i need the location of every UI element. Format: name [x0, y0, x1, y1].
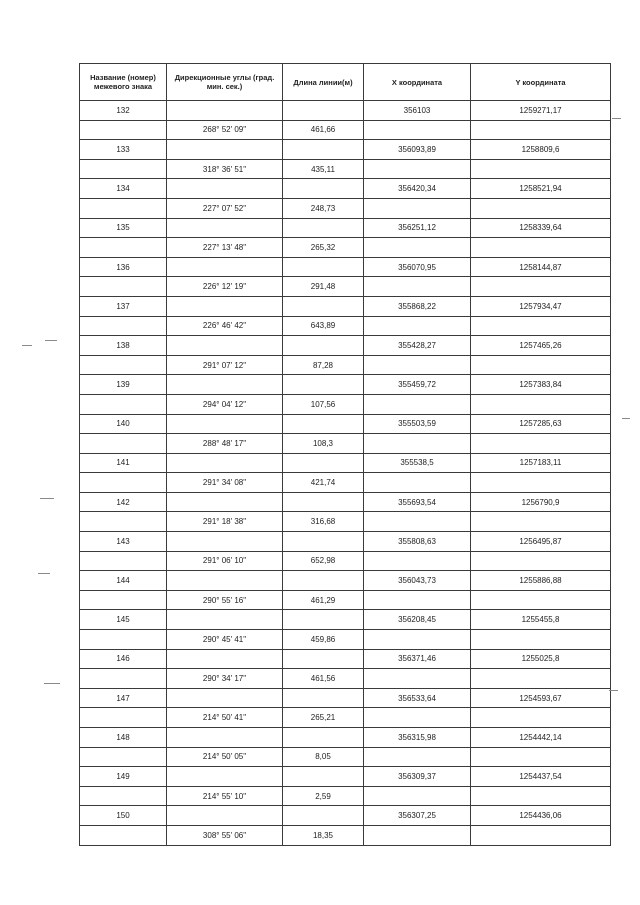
cell-line-length — [283, 179, 364, 199]
cell-marker-name — [80, 473, 167, 493]
table-row — [80, 394, 611, 414]
cell-marker-name — [80, 238, 167, 258]
cell-direction-angle: 214° 55' 10" — [167, 786, 283, 806]
table-row — [80, 159, 611, 179]
table-row — [80, 277, 611, 297]
cell-line-length: 265,32 — [283, 238, 364, 258]
cell-line-length — [283, 610, 364, 630]
cell-marker-name — [80, 198, 167, 218]
cell-line-length: 421,74 — [283, 473, 364, 493]
cell-direction-angle — [167, 179, 283, 199]
table-row — [80, 375, 611, 395]
cell-x-coordinate — [364, 434, 471, 454]
table-row — [80, 453, 611, 473]
table-row — [80, 179, 611, 199]
cell-x-coordinate — [364, 747, 471, 767]
cell-x-coordinate: 356251,12 — [364, 218, 471, 238]
cell-line-length — [283, 492, 364, 512]
cell-direction-angle — [167, 336, 283, 356]
cell-marker-name: 143 — [80, 532, 167, 552]
scan-speck — [609, 690, 618, 691]
cell-direction-angle — [167, 806, 283, 826]
table-row — [80, 767, 611, 787]
table-row — [80, 492, 611, 512]
cell-line-length: 265,21 — [283, 708, 364, 728]
cell-direction-angle — [167, 414, 283, 434]
cell-marker-name: 148 — [80, 728, 167, 748]
cell-line-length — [283, 728, 364, 748]
cell-marker-name — [80, 825, 167, 845]
cell-direction-angle — [167, 728, 283, 748]
cell-direction-angle — [167, 532, 283, 552]
cell-x-coordinate: 356315,98 — [364, 728, 471, 748]
cell-direction-angle: 268° 52' 09" — [167, 120, 283, 140]
cell-marker-name — [80, 394, 167, 414]
cell-y-coordinate — [471, 434, 611, 454]
cell-line-length: 108,3 — [283, 434, 364, 454]
table-row — [80, 649, 611, 669]
boundary-coordinates-table — [79, 63, 611, 846]
cell-marker-name: 147 — [80, 688, 167, 708]
scan-speck — [40, 498, 54, 499]
cell-y-coordinate: 1255455,8 — [471, 610, 611, 630]
cell-y-coordinate: 1257183,11 — [471, 453, 611, 473]
cell-direction-angle: 214° 50' 05" — [167, 747, 283, 767]
cell-y-coordinate — [471, 394, 611, 414]
cell-x-coordinate — [364, 316, 471, 336]
header-name: Название (номер) межевого знака — [80, 64, 167, 101]
cell-marker-name — [80, 316, 167, 336]
cell-marker-name — [80, 630, 167, 650]
scan-speck — [622, 418, 630, 419]
cell-marker-name: 137 — [80, 296, 167, 316]
cell-x-coordinate — [364, 786, 471, 806]
cell-marker-name — [80, 434, 167, 454]
table-row — [80, 316, 611, 336]
cell-y-coordinate: 1255025,8 — [471, 649, 611, 669]
table-row — [80, 669, 611, 689]
cell-x-coordinate — [364, 198, 471, 218]
cell-line-length: 652,98 — [283, 551, 364, 571]
cell-direction-angle — [167, 375, 283, 395]
table-row — [80, 610, 611, 630]
cell-line-length — [283, 649, 364, 669]
table-body — [80, 101, 611, 846]
cell-direction-angle — [167, 649, 283, 669]
cell-line-length: 435,11 — [283, 159, 364, 179]
cell-line-length — [283, 375, 364, 395]
cell-marker-name: 139 — [80, 375, 167, 395]
table-row — [80, 473, 611, 493]
header-angle: Дирекционные углы (град. мин. сек.) — [167, 64, 283, 101]
cell-marker-name: 132 — [80, 101, 167, 121]
cell-x-coordinate — [364, 159, 471, 179]
table-row — [80, 728, 611, 748]
cell-y-coordinate: 1258144,87 — [471, 257, 611, 277]
table-row — [80, 747, 611, 767]
cell-x-coordinate — [364, 669, 471, 689]
cell-marker-name: 146 — [80, 649, 167, 669]
cell-y-coordinate — [471, 198, 611, 218]
cell-marker-name: 134 — [80, 179, 167, 199]
cell-line-length — [283, 688, 364, 708]
table-row — [80, 512, 611, 532]
cell-y-coordinate: 1255886,88 — [471, 571, 611, 591]
cell-y-coordinate — [471, 473, 611, 493]
cell-x-coordinate — [364, 120, 471, 140]
cell-x-coordinate — [364, 277, 471, 297]
cell-marker-name: 136 — [80, 257, 167, 277]
cell-marker-name: 145 — [80, 610, 167, 630]
cell-y-coordinate — [471, 669, 611, 689]
table-row — [80, 806, 611, 826]
cell-y-coordinate — [471, 630, 611, 650]
scan-speck — [44, 683, 60, 684]
cell-marker-name — [80, 669, 167, 689]
cell-line-length: 461,29 — [283, 590, 364, 610]
cell-marker-name: 135 — [80, 218, 167, 238]
cell-x-coordinate — [364, 473, 471, 493]
table-row — [80, 630, 611, 650]
cell-y-coordinate: 1254436,06 — [471, 806, 611, 826]
table-row — [80, 355, 611, 375]
cell-y-coordinate — [471, 277, 611, 297]
cell-direction-angle: 290° 34' 17" — [167, 669, 283, 689]
cell-line-length: 461,66 — [283, 120, 364, 140]
cell-x-coordinate: 355808,63 — [364, 532, 471, 552]
table-header-row — [80, 64, 611, 101]
cell-x-coordinate: 356103 — [364, 101, 471, 121]
cell-direction-angle: 288° 48' 17" — [167, 434, 283, 454]
cell-direction-angle: 291° 07' 12" — [167, 355, 283, 375]
cell-y-coordinate: 1256790,9 — [471, 492, 611, 512]
cell-line-length — [283, 767, 364, 787]
cell-line-length — [283, 532, 364, 552]
cell-line-length: 316,68 — [283, 512, 364, 532]
cell-line-length — [283, 101, 364, 121]
cell-marker-name: 144 — [80, 571, 167, 591]
cell-line-length: 2,59 — [283, 786, 364, 806]
cell-y-coordinate — [471, 708, 611, 728]
scan-speck — [38, 573, 50, 574]
cell-line-length — [283, 806, 364, 826]
cell-y-coordinate — [471, 238, 611, 258]
cell-x-coordinate — [364, 238, 471, 258]
cell-y-coordinate: 1254437,54 — [471, 767, 611, 787]
cell-y-coordinate — [471, 747, 611, 767]
cell-y-coordinate: 1254442,14 — [471, 728, 611, 748]
table-row — [80, 434, 611, 454]
table-row — [80, 571, 611, 591]
cell-direction-angle — [167, 571, 283, 591]
header-length: Длина линии(м) — [283, 64, 364, 101]
header-y: Y координата — [471, 64, 611, 101]
cell-x-coordinate — [364, 825, 471, 845]
cell-y-coordinate: 1254593,67 — [471, 688, 611, 708]
cell-x-coordinate — [364, 551, 471, 571]
cell-x-coordinate: 356371,46 — [364, 649, 471, 669]
cell-direction-angle: 308° 55' 06" — [167, 825, 283, 845]
cell-x-coordinate — [364, 590, 471, 610]
table-row — [80, 296, 611, 316]
cell-marker-name — [80, 120, 167, 140]
table-row — [80, 336, 611, 356]
cell-line-length: 8,05 — [283, 747, 364, 767]
cell-marker-name — [80, 355, 167, 375]
cell-direction-angle: 226° 12' 19" — [167, 277, 283, 297]
cell-y-coordinate: 1256495,87 — [471, 532, 611, 552]
cell-x-coordinate: 356208,45 — [364, 610, 471, 630]
cell-line-length: 461,56 — [283, 669, 364, 689]
cell-marker-name — [80, 277, 167, 297]
cell-y-coordinate: 1258521,94 — [471, 179, 611, 199]
cell-direction-angle: 294° 04' 12" — [167, 394, 283, 414]
cell-x-coordinate — [364, 512, 471, 532]
cell-marker-name: 150 — [80, 806, 167, 826]
header-x: X координата — [364, 64, 471, 101]
cell-y-coordinate: 1257934,47 — [471, 296, 611, 316]
cell-y-coordinate: 1257383,84 — [471, 375, 611, 395]
table-row — [80, 825, 611, 845]
table-row — [80, 238, 611, 258]
cell-y-coordinate: 1258809,6 — [471, 140, 611, 160]
cell-direction-angle: 291° 06' 10" — [167, 551, 283, 571]
cell-marker-name: 141 — [80, 453, 167, 473]
cell-x-coordinate: 356307,25 — [364, 806, 471, 826]
cell-line-length — [283, 414, 364, 434]
cell-marker-name — [80, 786, 167, 806]
cell-line-length: 87,28 — [283, 355, 364, 375]
table-row — [80, 708, 611, 728]
cell-direction-angle: 227° 13' 48" — [167, 238, 283, 258]
table-row — [80, 257, 611, 277]
cell-y-coordinate — [471, 512, 611, 532]
table-row — [80, 590, 611, 610]
cell-x-coordinate: 355503,59 — [364, 414, 471, 434]
table-row — [80, 414, 611, 434]
cell-x-coordinate: 356043,73 — [364, 571, 471, 591]
cell-y-coordinate: 1257465,26 — [471, 336, 611, 356]
cell-line-length — [283, 218, 364, 238]
cell-x-coordinate: 356420,34 — [364, 179, 471, 199]
cell-marker-name: 133 — [80, 140, 167, 160]
cell-direction-angle: 227° 07' 52" — [167, 198, 283, 218]
cell-marker-name: 149 — [80, 767, 167, 787]
cell-y-coordinate — [471, 120, 611, 140]
cell-y-coordinate — [471, 825, 611, 845]
cell-marker-name: 138 — [80, 336, 167, 356]
cell-direction-angle — [167, 453, 283, 473]
cell-direction-angle: 290° 55' 16" — [167, 590, 283, 610]
cell-x-coordinate — [364, 708, 471, 728]
cell-direction-angle — [167, 492, 283, 512]
cell-line-length: 291,48 — [283, 277, 364, 297]
cell-x-coordinate: 356070,95 — [364, 257, 471, 277]
table-row — [80, 551, 611, 571]
cell-y-coordinate — [471, 159, 611, 179]
cell-direction-angle — [167, 296, 283, 316]
cell-y-coordinate — [471, 551, 611, 571]
cell-line-length: 248,73 — [283, 198, 364, 218]
cell-direction-angle: 291° 18' 38" — [167, 512, 283, 532]
cell-direction-angle: 290° 45' 41" — [167, 630, 283, 650]
cell-direction-angle — [167, 101, 283, 121]
cell-direction-angle — [167, 257, 283, 277]
cell-y-coordinate — [471, 316, 611, 336]
cell-direction-angle — [167, 140, 283, 160]
table-row — [80, 101, 611, 121]
cell-x-coordinate: 355538,5 — [364, 453, 471, 473]
cell-x-coordinate — [364, 355, 471, 375]
cell-x-coordinate: 356533,64 — [364, 688, 471, 708]
scan-speck — [22, 345, 32, 346]
cell-line-length: 107,56 — [283, 394, 364, 414]
cell-direction-angle — [167, 688, 283, 708]
cell-x-coordinate: 355868,22 — [364, 296, 471, 316]
cell-x-coordinate: 356309,37 — [364, 767, 471, 787]
cell-x-coordinate: 355428,27 — [364, 336, 471, 356]
cell-y-coordinate: 1258339,64 — [471, 218, 611, 238]
cell-marker-name — [80, 551, 167, 571]
cell-line-length — [283, 140, 364, 160]
cell-y-coordinate: 1257285,63 — [471, 414, 611, 434]
table-row — [80, 120, 611, 140]
table-row — [80, 532, 611, 552]
cell-x-coordinate: 355459,72 — [364, 375, 471, 395]
cell-direction-angle: 226° 46' 42" — [167, 316, 283, 336]
cell-y-coordinate — [471, 355, 611, 375]
cell-marker-name: 142 — [80, 492, 167, 512]
table-row — [80, 140, 611, 160]
cell-line-length — [283, 296, 364, 316]
cell-line-length — [283, 571, 364, 591]
cell-marker-name — [80, 747, 167, 767]
cell-marker-name — [80, 512, 167, 532]
cell-direction-angle — [167, 218, 283, 238]
scan-speck — [612, 118, 621, 119]
cell-marker-name — [80, 590, 167, 610]
cell-marker-name — [80, 708, 167, 728]
cell-line-length — [283, 453, 364, 473]
cell-x-coordinate: 356093,89 — [364, 140, 471, 160]
cell-line-length: 18,35 — [283, 825, 364, 845]
cell-y-coordinate — [471, 786, 611, 806]
cell-direction-angle — [167, 610, 283, 630]
cell-x-coordinate — [364, 630, 471, 650]
cell-line-length: 459,86 — [283, 630, 364, 650]
table-row — [80, 218, 611, 238]
table-row — [80, 786, 611, 806]
table-row — [80, 688, 611, 708]
cell-line-length: 643,89 — [283, 316, 364, 336]
scan-speck — [45, 340, 57, 341]
cell-x-coordinate — [364, 394, 471, 414]
cell-line-length — [283, 257, 364, 277]
table-row — [80, 198, 611, 218]
cell-line-length — [283, 336, 364, 356]
cell-direction-angle: 291° 34' 08" — [167, 473, 283, 493]
cell-y-coordinate — [471, 590, 611, 610]
cell-x-coordinate: 355693,54 — [364, 492, 471, 512]
cell-direction-angle: 214° 50' 41" — [167, 708, 283, 728]
cell-y-coordinate: 1259271,17 — [471, 101, 611, 121]
cell-direction-angle — [167, 767, 283, 787]
cell-marker-name: 140 — [80, 414, 167, 434]
cell-marker-name — [80, 159, 167, 179]
cell-direction-angle: 318° 36' 51" — [167, 159, 283, 179]
